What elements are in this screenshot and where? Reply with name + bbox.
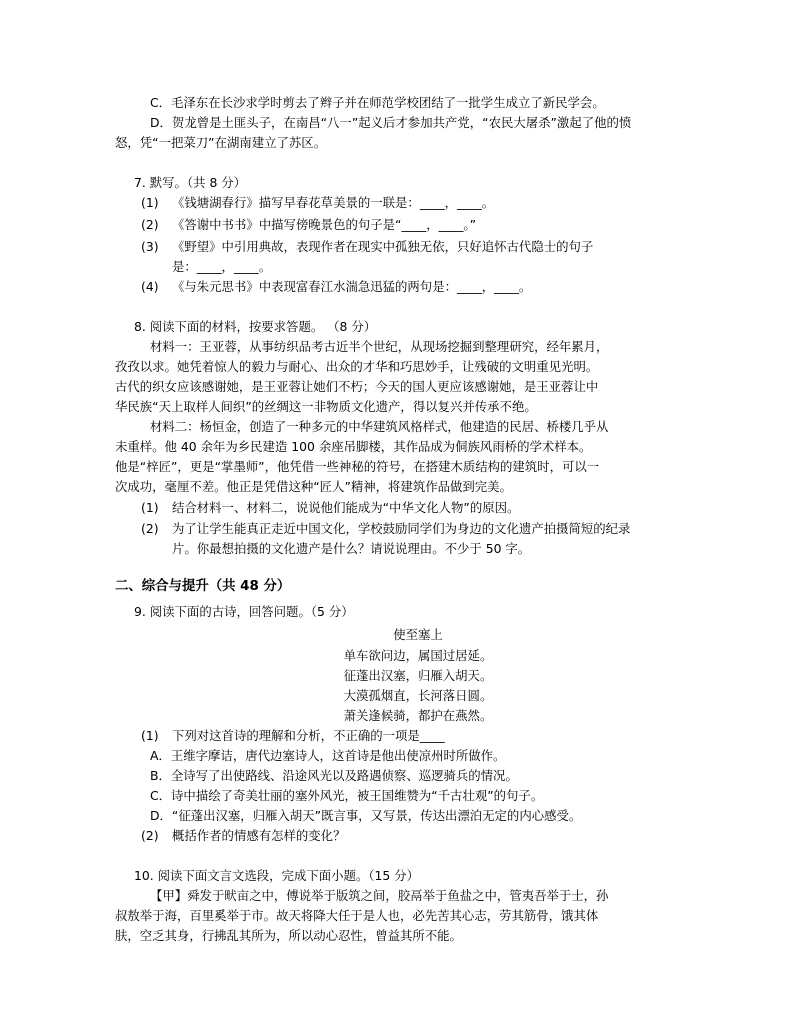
q8-material-line-4: 华民族“天上取样人间织”的丝绸这一非物质文化遗产，得以复兴并传承不绝。 <box>115 399 537 414</box>
q8-material-line-1: 材料一：王亚蓉，从事纺织品考古近半个世纪，从现场挖掘到整理研究，经年累月， <box>150 339 609 354</box>
q10-text-line-1: 【甲】舜发于畎亩之中，傅说举于版筑之间，胶鬲举于鱼盐之中，管夷吾举于士，孙 <box>150 888 609 903</box>
q8-material-line-5: 材料二：杨恒金，创造了一种多元的中华建筑风格样式，他建造的民居、桥楼几乎从 <box>150 419 609 434</box>
q7-item-3-text-cont: 是：____，____。 <box>172 259 272 274</box>
q9-option-a: A．王维字摩诘，唐代边塞诗人，这首诗是他出使凉州时所做作。 <box>150 748 506 763</box>
q9-sub-1-num: (1) <box>141 728 159 743</box>
q10-text-line-3: 肤，空乏其身，行拂乱其所为，所以动心忍性，曾益其所不能。 <box>115 928 462 943</box>
poem-title: 使至塞上 <box>393 627 443 642</box>
q8-item-2-text: 为了让学生能真正走近中国文化，学校鼓励同学们为身边的文化遗产拍摄简短的纪录 <box>172 521 631 536</box>
q10-title: 10. 阅读下面文言文选段，完成下面小题。（15 分） <box>134 868 419 883</box>
q7-item-4-num: (4) <box>141 279 159 294</box>
q8-material-line-3: 古代的织女应该感谢她，是王亚蓉让她们不朽；今天的国人更应该感谢她，是王亚蓉让中 <box>115 379 599 394</box>
q7-item-3-text: 《野望》中引用典故，表现作者在现实中孤独无依，只好追怀古代隐士的句子 <box>172 239 594 254</box>
section-2-heading: 二、综合与提升（共 48 分） <box>115 579 291 594</box>
q8-material-line-2: 孜孜以求。她凭着惊人的毅力与耐心、出众的才华和巧思妙手，让残破的文明重见光明。 <box>115 359 599 374</box>
q9-sub-1-text: 下列对这首诗的理解和分析，不正确的一项是____ <box>172 728 445 743</box>
q9-sub-2-text: 概括作者的情感有怎样的变化？ <box>172 828 346 843</box>
poem-line-3: 大漠孤烟直，长河落日圆。 <box>343 688 493 703</box>
q9-option-c: C．诗中描绘了奇美壮丽的塞外风光，被王国维赞为“千古壮观”的句子。 <box>150 788 544 803</box>
q6-option-c: C．毛泽东在长沙求学时剪去了辫子并在师范学校团结了一批学生成立了新民学会。 <box>150 95 605 110</box>
q8-item-2-text-cont: 片。你最想拍摄的文化遗产是什么？请说说理由。不少于 50 字。 <box>172 541 531 556</box>
q7-item-2-num: (2) <box>141 217 159 232</box>
q8-material-line-7: 他是“梓匠”，更是“掌墨师”，他凭借一些神秘的符号，在搭建木质结构的建筑时，可以一 <box>115 459 600 474</box>
q6-option-d-cont: 怒，凭“一把菜刀”在湖南建立了苏区。 <box>115 135 327 150</box>
q9-option-b: B．全诗写了出使路线、沿途风光以及路遇侦察、巡逻骑兵的情况。 <box>150 768 518 783</box>
q8-item-1-text: 结合材料一、材料二，说说他们能成为“中华文化人物”的原因。 <box>172 500 520 515</box>
q6-option-d: D．贺龙曾是土匪头子，在南昌“八一”起义后才参加共产党，“农民大屠杀”激起了他的愤 <box>150 115 632 130</box>
q7-item-1-num: (1) <box>141 195 159 210</box>
q9-option-d: D．“征蓬出汉塞，归雁入胡天”既言事，又写景，传达出漂泊无定的内心感受。 <box>150 808 582 823</box>
q7-item-1-text: 《钱塘湖春行》描写早春花草美景的一联是：____，____。 <box>172 195 495 210</box>
q8-item-2-num: (2) <box>141 521 159 536</box>
q7-item-3-num: (3) <box>141 239 159 254</box>
q8-item-1-num: (1) <box>141 500 159 515</box>
q10-text-line-2: 叔敖举于海，百里奚举于市。故天将降大任于是人也，必先苦其心志，劳其筋骨，饿其体 <box>115 908 599 923</box>
q7-item-4-text: 《与朱元思书》中表现富春江水湍急迅猛的两句是：____，____。 <box>172 279 532 294</box>
q9-sub-2-num: (2) <box>141 828 159 843</box>
q7-title: 7. 默写。（共 8 分） <box>134 175 247 190</box>
q8-material-line-8: 次成功，毫厘不差。他正是凭借这种“匠人”精神，将建筑作品做到完美。 <box>115 479 512 494</box>
poem-line-2: 征蓬出汉塞，归雁入胡天。 <box>343 668 493 683</box>
q7-item-2-text: 《答谢中书书》中描写傍晚景色的句子是“____，____。” <box>172 217 477 232</box>
poem-line-1: 单车欲问边，属国过居延。 <box>343 648 493 663</box>
q9-title: 9. 阅读下面的古诗，回答问题。（5 分） <box>134 604 354 619</box>
poem-line-4: 萧关逢候骑，都护在燕然。 <box>343 708 493 723</box>
q8-title: 8. 阅读下面的材料，按要求答题。 （8 分） <box>134 319 377 334</box>
q8-material-line-6: 未重样。他 40 余年为乡民建造 100 余座吊脚楼，其作品成为侗族风雨桥的学术样本。 <box>115 439 592 454</box>
